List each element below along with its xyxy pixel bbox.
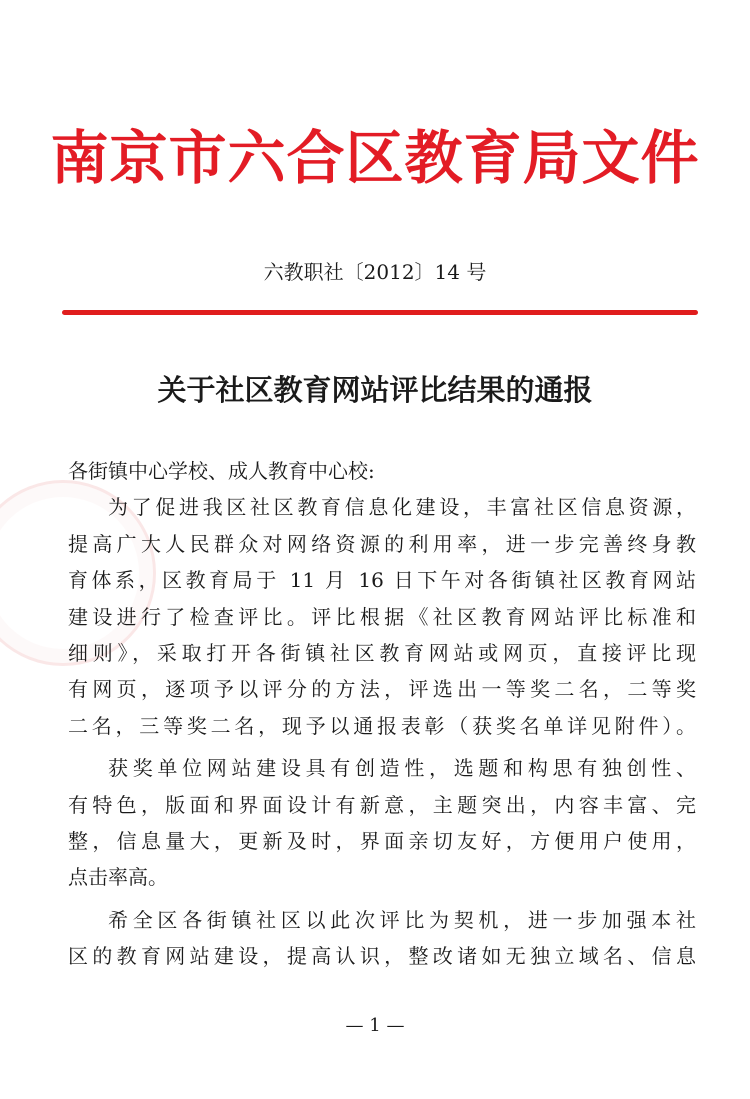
text-line: 获奖单位网站建设具有创造性，选题和构思有独创性、	[108, 756, 696, 781]
notice-title: 关于社区教育网站评比结果的通报	[157, 373, 593, 407]
document-header-title: 南京市六合区教育局文件	[50, 124, 700, 192]
text-line: 二名，三等奖二名，现予以通报表彰（获奖名单详见附件）。	[68, 713, 696, 738]
paragraph-1	[68, 489, 696, 744]
text-line: 希全区各街镇社区以此次评比为契机，进一步加强本社	[108, 907, 696, 932]
document-body	[68, 453, 696, 974]
text-line: 育体系，区教育局于 11 月 16 日下午对各街镇社区教育网站	[68, 568, 696, 593]
red-separator-line	[62, 310, 698, 315]
text-line: 建设进行了检查评比。评比根据《社区教育网站评比标准和	[68, 604, 696, 629]
text-line: 有特色，版面和界面设计有新意，主题突出，内容丰富、完	[68, 792, 696, 817]
text-line: 为了促进我区社区教育信息化建设，丰富社区信息资源，	[108, 495, 696, 520]
paragraph-3	[68, 902, 696, 975]
paragraph-2	[68, 750, 696, 896]
text-line: 区的教育网站建设，提高认识，整改诸如无独立域名、信息	[68, 944, 696, 969]
text-line: 细则》，采取打开各街镇社区教育网站或网页，直接评比现	[68, 640, 696, 665]
text-line: 整，信息量大，更新及时，界面亲切友好，方便用户使用，	[68, 828, 696, 853]
salutation: 各街镇中心学校、成人教育中心校:	[68, 459, 375, 483]
document-number: 六教职社〔2012〕14 号	[263, 260, 487, 284]
text-line: 提高广大人民群众对网络资源的利用率，进一步完善终身教	[68, 531, 696, 556]
text-line: 点击率高。	[68, 865, 168, 890]
text-line: 有网页，逐项予以评分的方法，评选出一等奖二名，二等奖	[68, 677, 696, 702]
page-number: — 1 —	[345, 1015, 405, 1036]
